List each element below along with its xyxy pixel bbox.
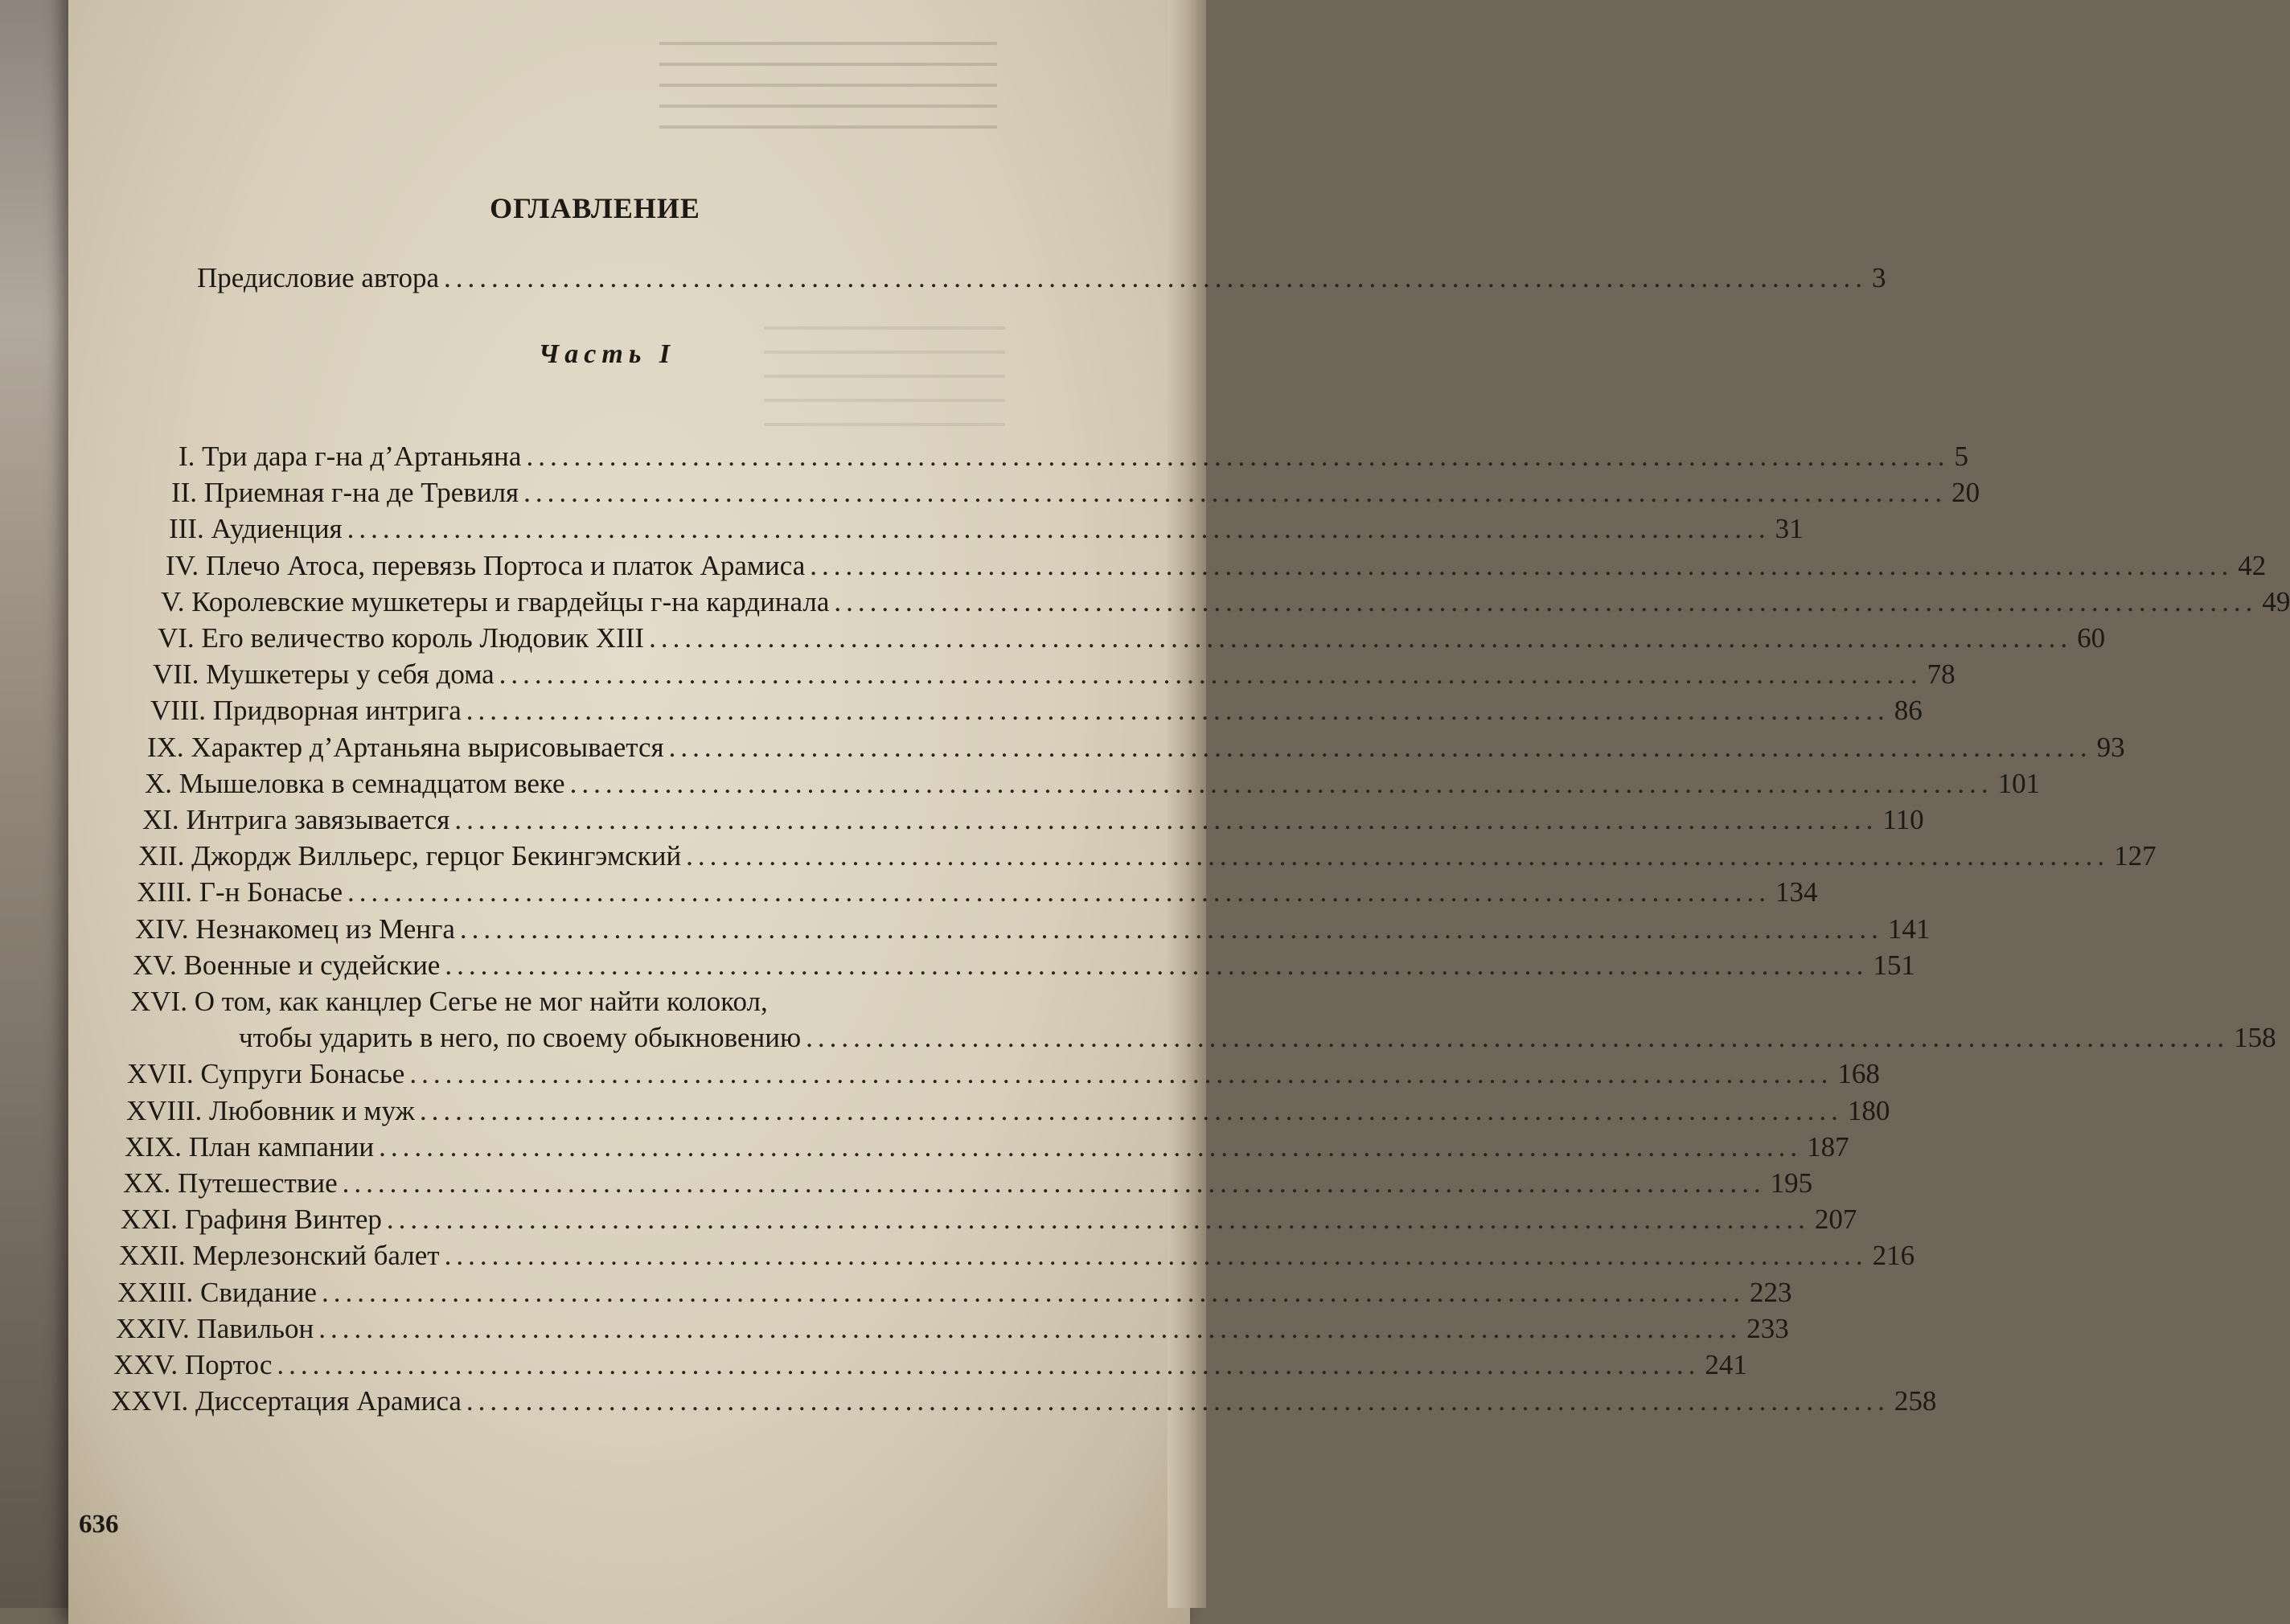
entry-label: XXIII. Свидание [117, 1277, 317, 1308]
entry-page: 223 [1749, 1277, 1792, 1308]
page-number: 636 [79, 1510, 119, 1539]
leader-dots: ........................................................................................................................ [499, 658, 1923, 690]
toc-entry [121, 1202, 1857, 1237]
entry-label: XVIII. Любовник и муж [126, 1095, 415, 1126]
leader-dots: ........................................................................................................................ [347, 876, 1771, 908]
entry-label: XII. Джордж Вилльерс, герцог Бекингэмский [138, 840, 682, 871]
entry-label: VI. Его величество король Людовик XIII [158, 622, 645, 654]
leader-dots: ........................................................................................................................ [526, 441, 1950, 472]
leader-dots: ........................................................................................................................ [445, 949, 1869, 981]
toc-entry [169, 511, 1804, 547]
leader-dots: ........................................................................................................................ [806, 1022, 2230, 1053]
leader-dots: ........................................................................................................................ [444, 262, 1867, 293]
entry-label: XXIV. Павильон [116, 1313, 314, 1344]
toc-entry [117, 1275, 1792, 1310]
entry-label: XXI. Графиня Винтер [121, 1204, 382, 1235]
entry-page: 60 [2077, 622, 2106, 654]
entry-page: 241 [1705, 1349, 1747, 1380]
entry-page: 127 [2114, 840, 2157, 871]
leader-dots: ........................................................................................................................ [409, 1058, 1833, 1089]
entry-page: 187 [1807, 1131, 1849, 1163]
toc-entry [126, 1093, 1890, 1129]
toc-entry [239, 1020, 2276, 1056]
entry-page: 195 [1770, 1167, 1813, 1199]
leader-dots: ........................................................................................................................ [321, 1277, 1745, 1308]
entry-page: 207 [1814, 1204, 1857, 1235]
entry-page: 151 [1873, 949, 1915, 981]
entry-label: X. Мышеловка в семнадцатом веке [145, 768, 565, 799]
entry-page: 5 [1954, 441, 1968, 472]
leader-dots: ........................................................................................................................ [386, 1204, 1810, 1235]
toc-heading: ОГЛАВЛЕНИЕ [490, 192, 700, 224]
leader-dots: ........................................................................................................................ [277, 1349, 1701, 1380]
toc-entry [119, 1238, 1915, 1273]
entry-page: 158 [2234, 1022, 2276, 1053]
entry-label: XX. Путешествие [123, 1167, 338, 1199]
toc-entry [161, 584, 2290, 620]
leader-dots: ........................................................................................................................ [523, 477, 1947, 508]
entry-label: III. Аудиенция [169, 513, 343, 544]
leader-dots: ........................................................................................................................ [466, 695, 1890, 726]
entry-page: 134 [1775, 876, 1818, 908]
toc-entry [158, 621, 2106, 656]
entry-page: 110 [1882, 804, 1924, 835]
entry-page: 3 [1872, 262, 1886, 293]
entry-page: 20 [1951, 477, 1980, 508]
toc-entry [123, 1166, 1813, 1201]
entry-page: 49 [2262, 586, 2290, 617]
entry-page: 168 [1837, 1058, 1880, 1089]
entry-label: VII. Мушкетеры у себя дома [153, 658, 495, 690]
entry-page: 31 [1775, 513, 1804, 544]
toc-entry [171, 475, 1980, 511]
entry-label: Предисловие автора [197, 262, 439, 293]
entry-label: IX. Характер д’Артаньяна вырисовывается [147, 732, 664, 763]
entry-label: XIV. Незнакомец из Менга [135, 913, 455, 945]
entry-label: VIII. Придворная интрига [150, 695, 462, 726]
toc-entry [179, 439, 1968, 474]
entry-label: XXV. Портос [113, 1349, 273, 1380]
toc-entry [133, 948, 1915, 983]
entry-page: 141 [1887, 913, 1931, 945]
leader-dots: ........................................................................................................................ [419, 1095, 1843, 1126]
toc-entry [145, 766, 2041, 802]
leader-dots: ........................................................................................................................ [810, 550, 2234, 581]
toc-entry [135, 912, 1931, 947]
toc-entry [116, 1311, 1789, 1347]
entry-label: II. Приемная г-на де Тревиля [171, 477, 519, 508]
toc-entry [125, 1130, 1849, 1165]
leader-dots: ........................................................................................................................ [459, 913, 1883, 945]
toc-entry [153, 657, 1956, 692]
toc-entry [150, 693, 1923, 728]
entry-label: XXVI. Диссертация Арамиса [111, 1385, 462, 1417]
leader-dots: ........................................................................................................................ [342, 1167, 1766, 1199]
toc-entry [147, 730, 2125, 765]
entry-page: 180 [1847, 1095, 1890, 1126]
leader-dots: ........................................................................................................................ [686, 840, 2110, 871]
leader-dots: ........................................................................................................................ [318, 1313, 1742, 1344]
entry-page: 258 [1894, 1385, 1937, 1417]
leader-dots: ........................................................................................................................ [379, 1131, 1803, 1163]
entry-continuation: чтобы ударить в него, по своему обыкновению [239, 1022, 802, 1053]
toc-entry [138, 839, 2157, 874]
entry-page: 42 [2238, 550, 2267, 581]
entry-label: XVII. Супруги Бонасье [127, 1058, 405, 1089]
leader-dots: ........................................................................................................................ [668, 732, 2092, 763]
leader-dots: ........................................................................................................................ [444, 1240, 1868, 1271]
entry-label: V. Королевские мушкетеры и гвардейцы г-на кардинала [161, 586, 830, 617]
entry-page: 216 [1872, 1240, 1915, 1271]
entry-page: 101 [1997, 768, 2041, 799]
leader-dots: ........................................................................................................................ [347, 513, 1771, 544]
entry-page: 86 [1894, 695, 1923, 726]
leader-dots: ........................................................................................................................ [834, 586, 2258, 617]
entry-label: XIX. План кампании [125, 1131, 375, 1163]
toc-entry [113, 1347, 1747, 1383]
entry-page: 93 [2096, 732, 2125, 763]
entry-page: 78 [1927, 658, 1956, 690]
entry-label: XV. Военные и судейские [133, 949, 441, 981]
toc-entry [142, 802, 1924, 838]
toc-entry [127, 1056, 1880, 1092]
entry-label: XVI. О том, как канцлер Сегье не мог найти колокол, [130, 986, 768, 1017]
entry-label: XIII. Г-н Бонасье [137, 876, 343, 908]
toc-entry-preface [197, 260, 1886, 296]
toc-entry [166, 548, 2267, 584]
toc-entry [111, 1384, 1937, 1419]
leader-dots: ........................................................................................................................ [569, 768, 1993, 799]
part-title: Часть I [538, 339, 676, 369]
entry-label: IV. Плечо Атоса, перевязь Портоса и платок Арамиса [166, 550, 806, 581]
leader-dots: ........................................................................................................................ [466, 1385, 1890, 1417]
leader-dots: ........................................................................................................................ [454, 804, 1878, 835]
entry-label: XXII. Мерлезонский балет [119, 1240, 440, 1271]
entry-page: 233 [1746, 1313, 1789, 1344]
entry-label: XI. Интрига завязывается [142, 804, 450, 835]
entry-label: I. Три дара г-на д’Артаньяна [179, 441, 522, 472]
toc-entry [137, 875, 1818, 910]
leader-dots: ........................................................................................................................ [649, 622, 2073, 654]
